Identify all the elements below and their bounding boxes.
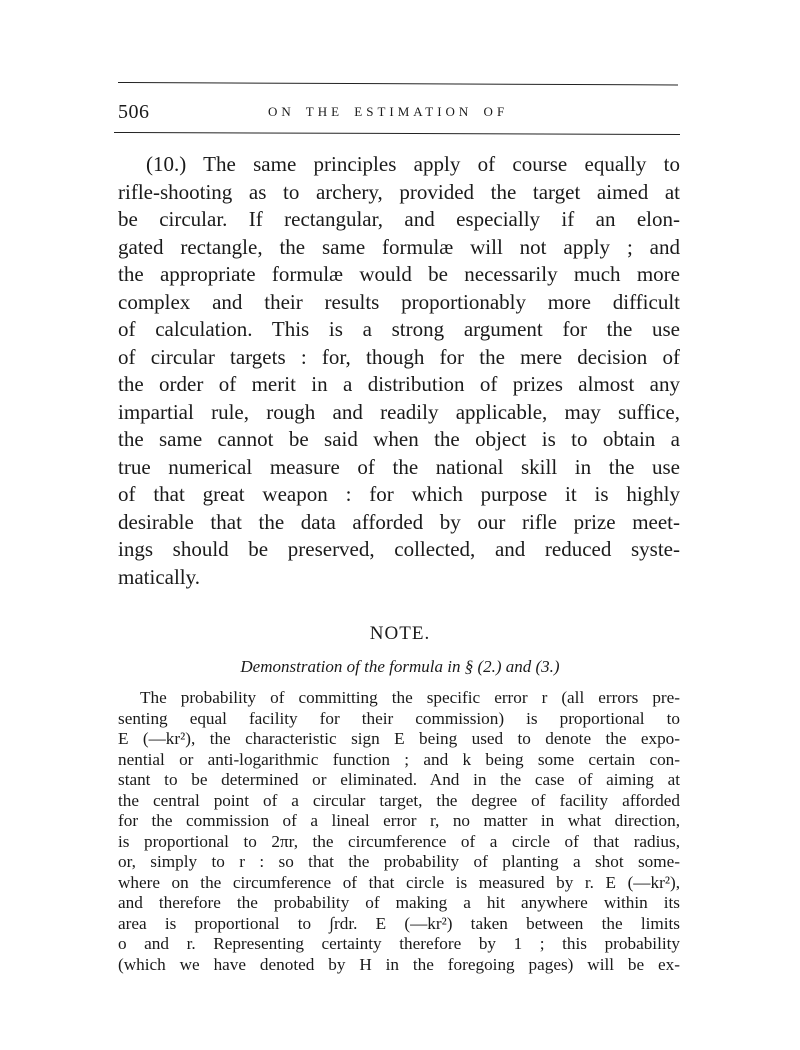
paragraph-line: of that great weapon : for which purpose it is highly bbox=[118, 482, 680, 506]
note-line: nential or anti-logarithmic function ; and k being some certain con- bbox=[118, 749, 680, 769]
note-line: (which we have denoted by H in the foregoing pages) will be ex- bbox=[118, 954, 680, 974]
paragraph-line: gated rectangle, the same formulæ will not apply ; and bbox=[118, 234, 680, 259]
note-line: or, simply to r : so that the probability of planting a shot some- bbox=[118, 852, 680, 871]
note-line: o and r. Representing certainty therefore by 1 ; this probability bbox=[118, 934, 680, 953]
header-rule-top bbox=[118, 82, 678, 85]
note-paragraph bbox=[118, 688, 680, 975]
paragraph-line: impartial rule, rough and readily applicable, may suffice, bbox=[118, 399, 680, 424]
paragraph-line: desirable that the data afforded by our rifle prize meet- bbox=[118, 509, 680, 534]
paragraph-line: complex and their results proportionably more difficult bbox=[118, 289, 680, 314]
paragraph-line: the same cannot be said when the object is to obtain a bbox=[118, 427, 680, 451]
paragraph-line: be circular. If rectangular, and especially if an elon- bbox=[118, 207, 680, 231]
paragraph-line: (10.) The same principles apply of course equally to bbox=[146, 152, 680, 176]
note-line: and therefore the probability of making a hit anywhere within its bbox=[118, 893, 680, 912]
note-line: stant to be determined or eliminated. And in the case of aiming at bbox=[118, 770, 680, 789]
paragraph-line: true numerical measure of the national skill in the use bbox=[118, 454, 680, 479]
note-line: is proportional to 2πr, the circumference of a circle of that radius, bbox=[118, 831, 680, 851]
main-paragraph bbox=[118, 151, 680, 591]
paragraph-line: the appropriate formulæ would be necessarily much more bbox=[118, 262, 680, 286]
note-line: where on the circumference of that circle is measured by r. E (—kr²), bbox=[118, 872, 680, 892]
paragraph-line: of circular targets : for, though for the mere decision of bbox=[118, 344, 680, 369]
paragraph-line: of calculation. This is a strong argument for the use bbox=[118, 317, 680, 341]
note-line: for the commission of a lineal error r, no matter in what direction, bbox=[118, 811, 680, 830]
paragraph-line: the order of merit in a distribution of prizes almost any bbox=[118, 372, 680, 396]
note-line: E (—kr²), the characteristic sign E being used to denote the expo- bbox=[118, 729, 680, 748]
note-subheading: Demonstration of the formula in § (2.) and (3.) bbox=[240, 657, 560, 676]
paragraph-line: matically. bbox=[118, 564, 201, 589]
running-head: ON THE ESTIMATION OF bbox=[268, 104, 509, 119]
header-rule-bottom bbox=[114, 132, 680, 135]
note-line: area is proportional to ∫rdr. E (—kr²) taken between the limits bbox=[118, 913, 680, 933]
paragraph-line: ings should be preserved, collected, and reduced syste- bbox=[118, 537, 680, 561]
note-line: senting equal facility for their commission) is proportional to bbox=[118, 708, 680, 728]
note-line: The probability of committing the specific error r (all errors pre- bbox=[140, 688, 680, 707]
note-heading: NOTE. bbox=[369, 623, 431, 644]
paragraph-line: rifle-shooting as to archery, provided the target aimed at bbox=[118, 179, 680, 204]
page-number: 506 bbox=[118, 101, 150, 123]
note-line: the central point of a circular target, the degree of facility afforded bbox=[118, 790, 680, 810]
